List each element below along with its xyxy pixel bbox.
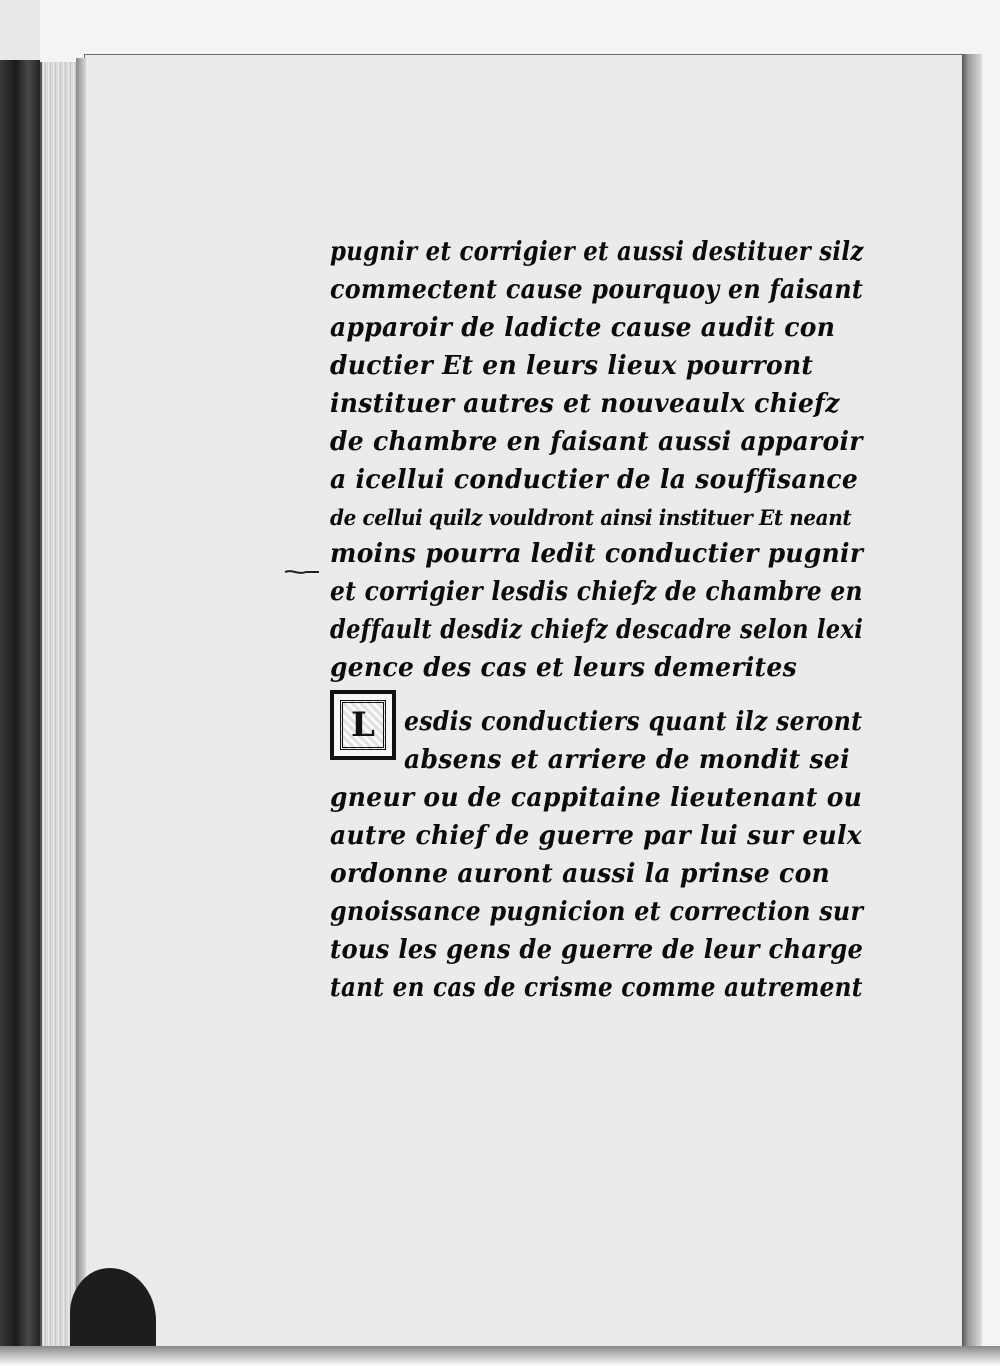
text-line: autre chief de guerre par lui sur eulx [330,820,863,851]
text-line: moins pourra ledit conductier pugnir [330,538,864,569]
text-line: commectent cause pourquoy en faisant [330,274,864,305]
text-line: absens et arriere de mondit sei [404,744,850,775]
text-line: a icellui conductier de la souffisance [330,464,859,495]
text-block [318,236,878,1003]
text-line: ordonne auront aussi la prinse con [330,858,831,889]
text-line: tous les gens de guerre de leur charge [330,934,864,965]
book-binding [0,60,40,1366]
text-line: gneur ou de cappitaine lieutenant ou [330,782,863,813]
text-line: ductier Et en leurs lieux pourront [330,350,814,381]
text-line: deffault desdiz chiefz descadre selon lexi [330,614,864,645]
text-line: et corrigier lesdis chiefz de chambre en [330,576,863,607]
bottom-shadow [0,1346,1000,1366]
initial-letter: L [351,705,375,745]
text-line: apparoir de ladicte cause audit con [330,312,836,343]
text-line: instituer autres et nouveaulx chiefz [330,388,840,419]
text-line: tant en cas de crisme comme autrement [330,972,863,1003]
text-line: gence des cas et leurs demerites [330,652,797,683]
margin-mark-icon [284,568,320,576]
text-line: de chambre en faisant aussi apparoir [330,426,863,457]
text-line: pugnir et corrigier et aussi destituer silz [330,236,864,267]
text-line: gnoissance pugnicion et correction sur [330,896,864,927]
gutter-shadow [76,58,86,1348]
initial-frame [340,700,386,750]
text-line: esdis conductiers quant ilz seront [404,706,863,737]
decorated-initial [330,690,396,760]
leaf-right-edge [962,54,982,1349]
text-line: de cellui quilz vouldront ainsi instituer Et neant [330,505,852,531]
